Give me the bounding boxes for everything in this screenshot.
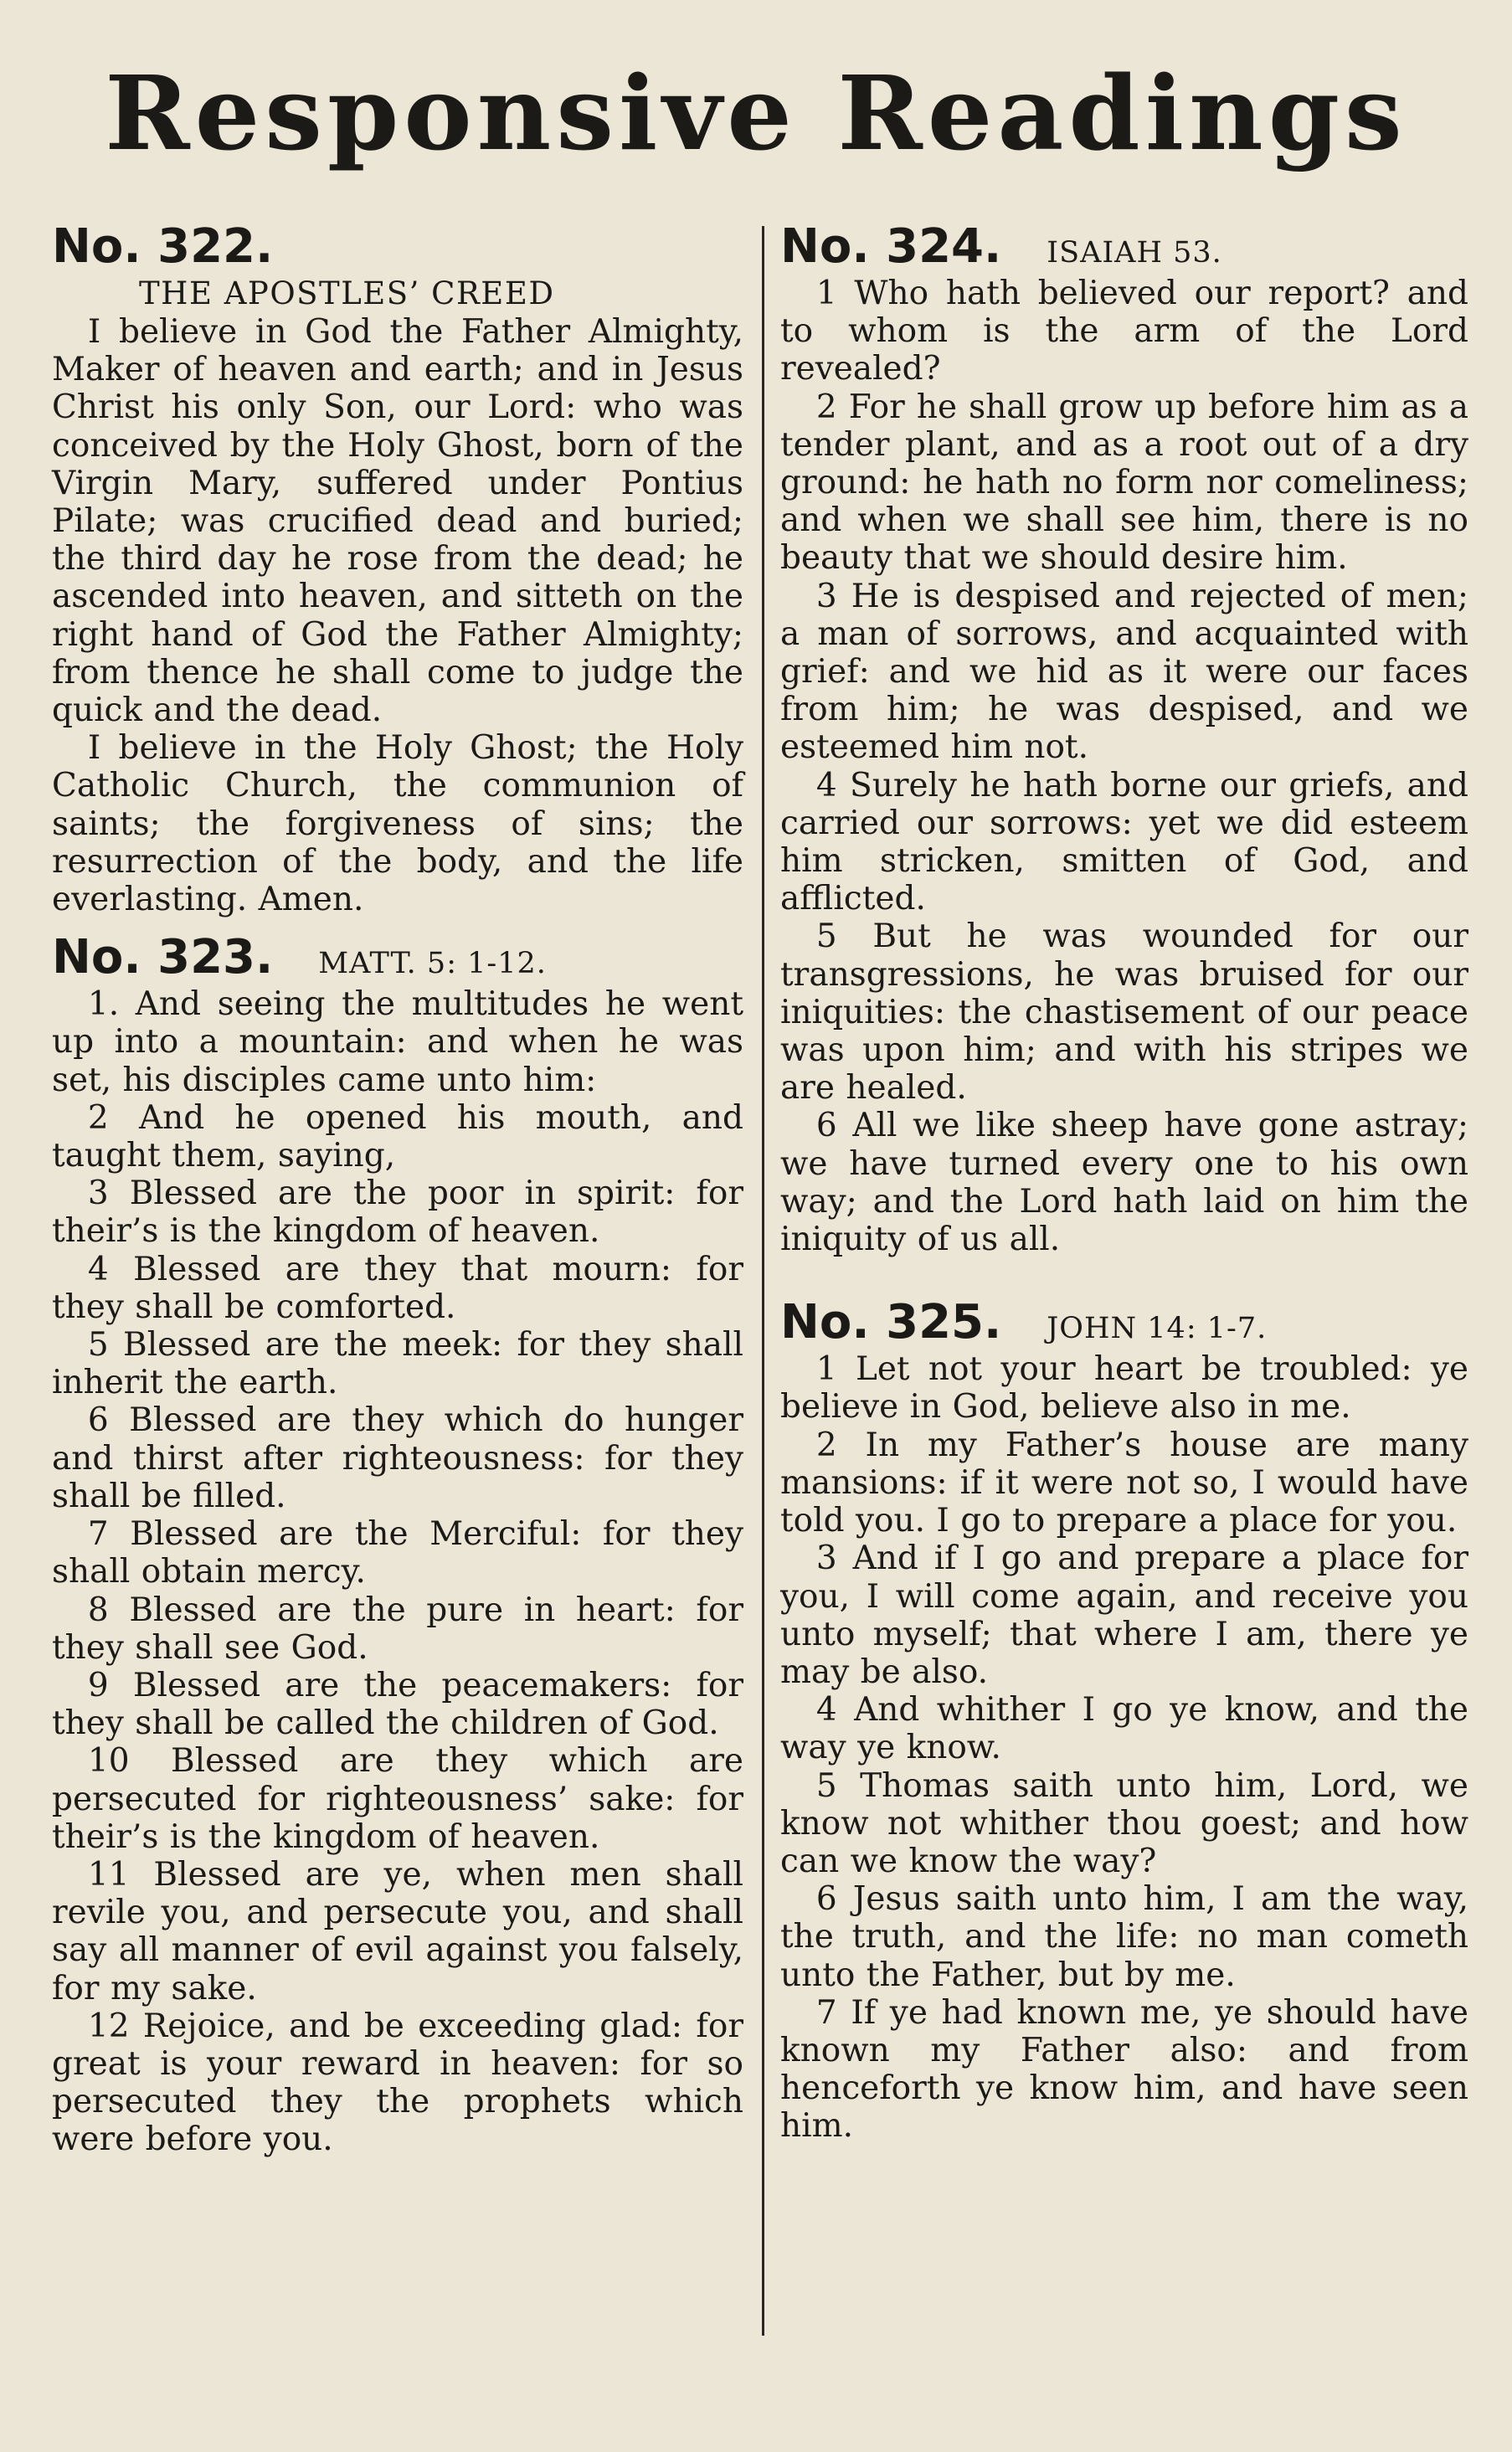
reading-verse: 1 Let not your heart be troubled: ye believe in God, believe also in me. [780,1350,1468,1426]
reading-paragraph: I believe in God the Father Almighty, Maker of heaven and earth; and in Jesus Christ his only Son, our Lord: who was conceived by the Holy Ghost, born of the Virgin Mary, suffered under Pontius Pilate; was crucified dead and buried; the third day he rose from the dead; he ascended into heaven, and sitteth on the right hand of God the Father Almighty; from thence he shall come to judge the quick and the dead. [52,313,743,730]
reading-verse: 1. And seeing the multitudes he went up into a mountain: and when he was set, his disciples came unto him: [52,985,743,1099]
reading-header [780,1295,1468,1350]
reading-verse: 2 For he shall grow up before him as a tender plant, and as a root out of a dry ground: he hath no form nor comeliness; and when we shall see him, there is no beauty that we should desire him. [780,388,1468,578]
reading-header [52,930,743,985]
right-column [780,219,1468,2146]
reading-verse: 8 Blessed are the pure in heart: for they shall see God. [52,1591,743,1667]
reading-verse: 7 If ye had known me, ye should have known my Father also: and from henceforth ye know him, and have seen him. [780,1993,1468,2146]
reading-verse: 4 And whither I go ye know, and the way ye know. [780,1691,1468,1767]
reading-322 [52,219,743,918]
reading-number: No. 325. [780,1295,1002,1350]
reading-number: No. 324. [780,219,1002,274]
scripture-reference: ISAIAH 53. [1047,236,1222,270]
reading-verse: 5 Blessed are the meek: for they shall inherit the earth. [52,1326,743,1402]
reading-subtitle: THE APOSTLES’ CREED [139,275,555,311]
column-divider [762,226,764,2336]
reading-verse: 2 In my Father’s house are many mansions: if it were not so, I would have told you. I go to prepare a place for you. [780,1426,1468,1540]
reading-verse: 1 Who hath believed our report? and to whom is the arm of the Lord revealed? [780,275,1468,388]
reading-verse: 11 Blessed are ye, when men shall revile you, and persecute you, and shall say all manner of evil against you falsely, for my sake. [52,1855,743,2007]
reading-verse: 7 Blessed are the Merciful: for they shall obtain mercy. [52,1515,743,1591]
reading-verse: 3 He is despised and rejected of men; a man of sorrows, and acquainted with grief: and we hid as it were our faces from him; he was despised, and we esteemed him not. [780,577,1468,767]
page-title: Responsive Readings [105,53,1407,173]
reading-323 [52,930,743,2158]
reading-verse: 10 Blessed are they which are persecuted for righteousness’ sake: for their’s is the kingdom of heaven. [52,1742,743,1856]
reading-verse: 5 But he was wounded for our transgressions, he was bruised for our iniquities: the chastisement of our peace was upon him; and with his stripes we are healed. [780,918,1468,1108]
reading-verse: 4 Surely he hath borne our griefs, and carried our sorrows: yet we did esteem him stricken, smitten of God, and afflicted. [780,766,1468,918]
reading-324 [780,219,1468,1258]
reading-header [52,219,743,275]
scripture-reference: MATT. 5: 1-12. [318,947,547,981]
reading-number: No. 323. [52,930,274,985]
reading-verse: 6 All we like sheep have gone astray; we have turned every one to his own way; and the Lord hath laid on him the iniquity of us all. [780,1107,1468,1259]
reading-paragraph: I believe in the Holy Ghost; the Holy Catholic Church, the communion of saints; the forgiveness of sins; the resurrection of the body, and the life everlasting. Amen. [52,729,743,919]
reading-verse: 12 Rejoice, and be exceeding glad: for great is your reward in heaven: for so persecuted they the prophets which were before you. [52,2007,743,2159]
reading-verse: 9 Blessed are the peacemakers: for they shall be called the children of God. [52,1666,743,1743]
reading-verse: 3 Blessed are the poor in spirit: for their’s is the kingdom of heaven. [52,1175,743,1251]
reading-header [780,219,1468,275]
reading-number: No. 322. [52,219,274,274]
reading-verse: 6 Jesus saith unto him, I am the way, the truth, and the life: no man cometh unto the Father, but by me. [780,1880,1468,1994]
scripture-reference: JOHN 14: 1-7. [1047,1312,1268,1346]
reading-325 [780,1295,1468,2145]
reading-verse: 5 Thomas saith unto him, Lord, we know not whither thou goest; and how can we know the way? [780,1766,1468,1880]
left-column [52,219,743,2159]
reading-verse: 3 And if I go and prepare a place for you, I will come again, and receive you unto myself; that where I am, there ye may be also. [780,1540,1468,1691]
reading-verse: 4 Blessed are they that mourn: for they shall be comforted. [52,1250,743,1326]
reading-verse: 6 Blessed are they which do hunger and thirst after righteousness: for they shall be filled. [52,1401,743,1515]
reading-verse: 2 And he opened his mouth, and taught them, saying, [52,1098,743,1175]
